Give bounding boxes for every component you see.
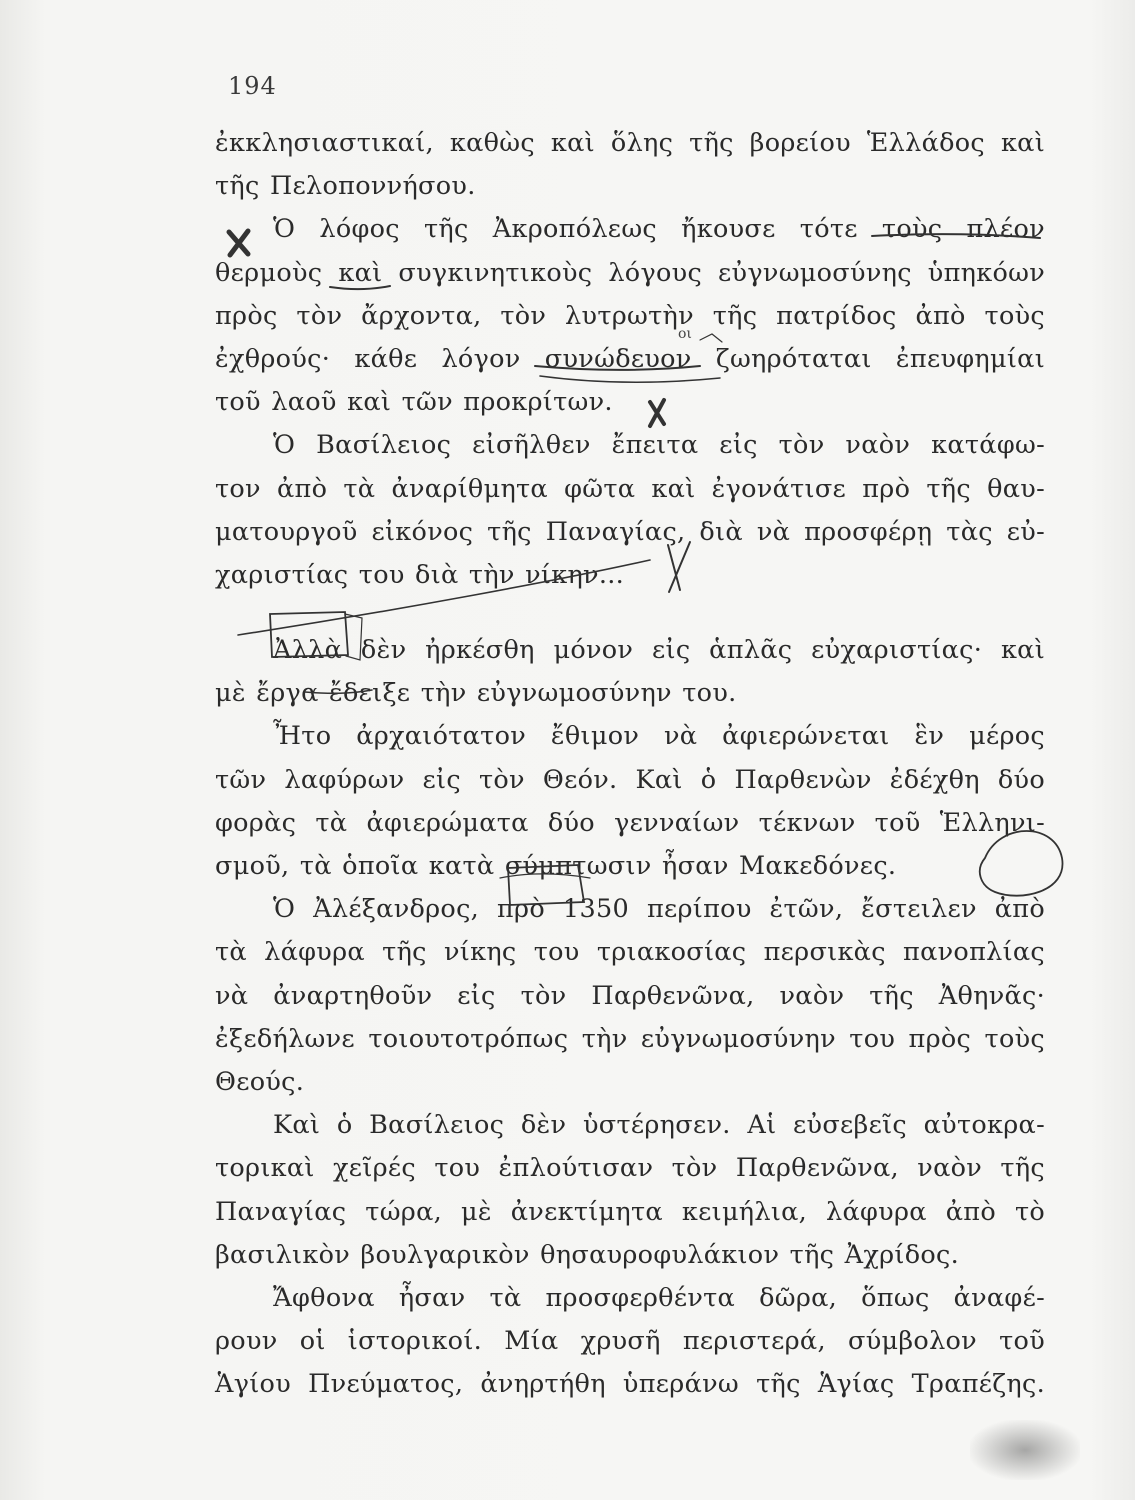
text-line: Ὁ λόφος τῆς Ἀκροπόλεως ἤκουσε τότε τοὺς πλέον xyxy=(273,214,1045,245)
text-line: τὰ λάφυρα τῆς νίκης του τριακοσίας περσικὰς πανοπλίας xyxy=(215,937,1045,968)
text-line: Θεούς. xyxy=(215,1066,305,1097)
margin-note: οι xyxy=(678,326,692,342)
text-line: νὰ ἀναρτηθοῦν εἰς τὸν Παρθενῶνα, ναὸν τῆς Ἀθηνᾶς· xyxy=(215,980,1045,1011)
text-line: μὲ ἔργα ἔδειξε τὴν εὐγνωμοσύνην του. xyxy=(215,678,737,709)
text-line: Ὁ Βασίλειος εἰσῆλθεν ἔπειτα εἰς τὸν ναὸν κατάφω- xyxy=(273,430,1045,461)
ink-smudge xyxy=(970,1420,1080,1480)
text-line: πρὸς τὸν ἄρχοντα, τὸν λυτρωτὴν τῆς πατρίδος ἀπὸ τοὺς xyxy=(215,300,1045,331)
text-line: τον ἀπὸ τὰ ἀναρίθμητα φῶτα καὶ ἐγονάτισε πρὸ τῆς θαυ- xyxy=(215,473,1045,504)
text-line: Ὁ Ἀλέξανδρος, πρὸ 1350 περίπου ἐτῶν, ἔστειλεν ἀπὸ xyxy=(273,894,1045,925)
body-text xyxy=(215,122,1045,1406)
text-line: Παναγίας τώρα, μὲ ἀνεκτίμητα κειμήλια, λάφυρα ἀπὸ τὸ xyxy=(215,1196,1045,1227)
text-line: Ἦτο ἀρχαιότατον ἔθιμον νὰ ἀφιερώνεται ἓν μέρος xyxy=(273,721,1045,752)
page-number: 194 xyxy=(228,72,277,100)
text-line: Ἄφθονα ἦσαν τὰ προσφερθέντα δῶρα, ὅπως ἀναφέ- xyxy=(273,1282,1045,1313)
text-line: ἐχθρούς· κάθε λόγον συνώδευον ζωηρόταται ἐπευφημίαι xyxy=(215,343,1045,374)
text-line: τῆς Πελοποννήσου. xyxy=(215,171,476,202)
text-line: Ἀλλὰ δὲν ἠρκέσθη μόνον εἰς ἁπλᾶς εὐχαριστίας· καὶ xyxy=(273,635,1045,666)
text-line: τορικαὶ χεῖρές του ἐπλούτισαν τὸν Παρθενῶνα, ναὸν τῆς xyxy=(215,1153,1045,1184)
text-line: χαριστίας του διὰ τὴν νίκην... xyxy=(215,559,625,590)
text-line: φορὰς τὰ ἀφιερώματα δύο γενναίων τέκνων τοῦ Ἑλληνι- xyxy=(215,807,1045,838)
text-line: ἐκκλησιαστικαί, καθὼς καὶ ὅλης τῆς βορείου Ἑλλάδος καὶ xyxy=(215,128,1045,158)
text-line: τοῦ λαοῦ καὶ τῶν προκρίτων. xyxy=(215,387,613,418)
text-line: ματουργοῦ εἰκόνος τῆς Παναγίας, διὰ νὰ προσφέρῃ τὰς εὐ- xyxy=(215,516,1045,547)
text-line: ἐξεδήλωνε τοιουτοτρόπως τὴν εὐγνωμοσύνην του πρὸς τοὺς xyxy=(215,1023,1045,1054)
text-line: σμοῦ, τὰ ὁποῖα κατὰ σύμπτωσιν ἦσαν Μακεδόνες. xyxy=(215,851,897,881)
text-line: Καὶ ὁ Βασίλειος δὲν ὑστέρησεν. Αἱ εὐσεβεῖς αὐτοκρα- xyxy=(273,1110,1045,1141)
text-line: θερμοὺς καὶ συγκινητικοὺς λόγους εὐγνωμοσύνης ὑπηκόων xyxy=(215,257,1045,288)
text-line: τῶν λαφύρων εἰς τὸν Θεόν. Καὶ ὁ Παρθενὼν ἐδέχθη δύο xyxy=(215,764,1045,795)
text-line: ρουν οἱ ἱστορικοί. Μία χρυσῆ περιστερά, σύμβολον τοῦ xyxy=(215,1326,1045,1357)
text-line: Ἁγίου Πνεύματος, ἀνηρτήθη ὑπεράνω τῆς Ἁγίας Τραπέζης. xyxy=(215,1369,1045,1400)
text-line: βασιλικὸν βουλγαρικὸν θησαυροφυλάκιον τῆς Ἀχρίδος. xyxy=(215,1239,959,1270)
